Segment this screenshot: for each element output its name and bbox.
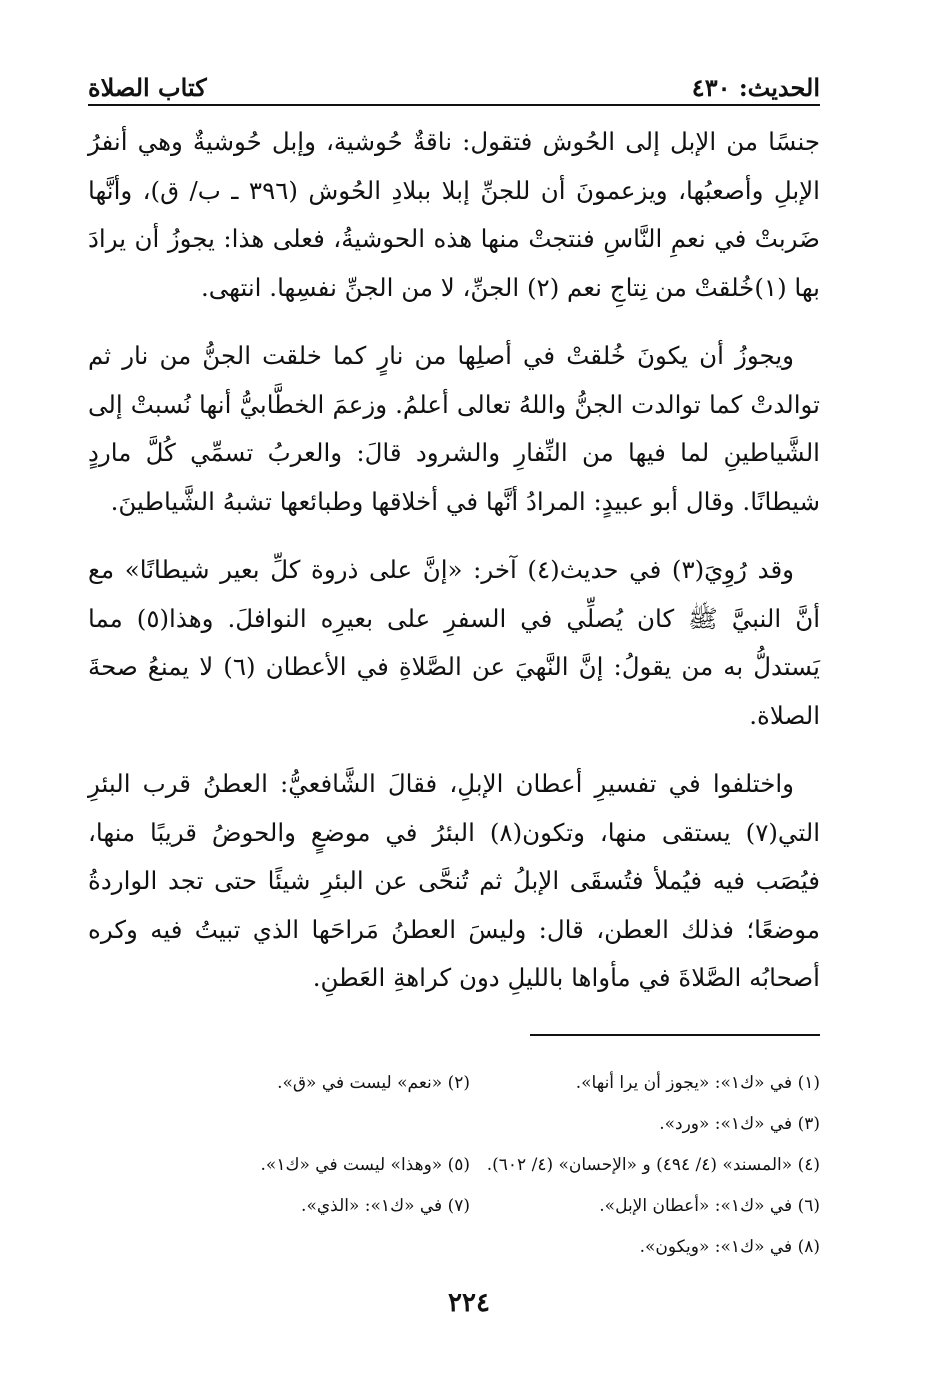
footnote-row bbox=[120, 1062, 820, 1103]
paragraph: وقد رُوِيَ(٣) في حديث(٤) آخر: «إنَّ على ذروة كلِّ بعير شيطانًا» مع أنَّ النبيَّ ﷺ كان يُصلِّي في السفرِ على بعيرِه النوافلَ. وهذا(٥) مما يَستدلُّ به من يقولُ: إنَّ النَّهيَ عن الصَّلاةِ في الأعطان (٦) لا يمنعُ صحةَ الصلاة. bbox=[88, 555, 820, 730]
main-text bbox=[88, 118, 820, 1023]
footnote-row bbox=[120, 1185, 820, 1226]
footnote: (٨) في «ك١»: «ويكون». bbox=[639, 1236, 820, 1257]
footnotes bbox=[120, 1062, 820, 1267]
header-rule bbox=[88, 104, 820, 106]
header-hadith-number: الحديث: ٤٣٠ bbox=[691, 73, 820, 102]
page-number: ٢٢٤ bbox=[448, 1288, 490, 1318]
running-header bbox=[88, 62, 820, 102]
footnote-row bbox=[120, 1226, 820, 1267]
footnote: (٣) في «ك١»: «ورد». bbox=[659, 1113, 820, 1134]
footnote: (٦) في «ك١»: «أعطان الإبل». bbox=[599, 1195, 820, 1216]
footnote: (٥) «وهذا» ليست في «ك١». bbox=[260, 1154, 470, 1175]
footnote: (٢) «نعم» ليست في «ق». bbox=[277, 1072, 470, 1093]
paragraph: واختلفوا في تفسيرِ أعطان الإبلِ، فقالَ الشَّافعيُّ: العطنُ قرب البئرِ التي(٧) يستقى منها، وتكون(٨) البئرُ في موضعٍ والحوضُ قريبًا منها، فيُصَب فيه فيُملأ فتُسقَى الإبلُ ثم تُنحَّى عن البئرِ شيئًا حتى تجد الواردةُ موضعًا؛ فذلك العطن، قال: وليسَ العطنُ مَراحَها الذي تبيتُ فيه وكره أصحابُه الصَّلاةَ في مأواها بالليلِ دون كراهةِ العَطنِ. bbox=[88, 769, 821, 992]
footnote: (١) في «ك١»: «يجوز أن يرا أنها». bbox=[575, 1072, 820, 1093]
footnote: (٧) في «ك١»: «الذي». bbox=[301, 1195, 470, 1216]
paragraph: جنسًا من الإبل إلى الحُوش فتقول: ناقةٌ حُوشية، وإبل حُوشيةٌ وهي أنفرُ الإبلِ وأصعبُها، ويزعمونَ أن للجنِّ إبلا ببلادِ الحُوش (٣٩٦ ـ ب/ ق)، وأنَّها ضَربتْ في نعمِ النَّاسِ فنتجتْ منها هذه الحوشيةُ، فعلى هذا: يجوزُ أن يرادَ بها (١)خُلقتْ من نِتاجِ نعم (٢) الجنِّ، لا من الجنِّ نفسِها. انتهى. bbox=[88, 127, 820, 302]
paragraph: ويجوزُ أن يكونَ خُلقتْ في أصلِها من نارٍ كما خلقت الجنُّ من نار ثم توالدتْ كما توالدت الجنُّ واللهُ تعالى أعلمُ. وزعمَ الخطَّابيُّ أنها نُسبتْ إلى الشَّياطينِ لما فيها من النِّفارِ والشرود قالَ: والعربُ تسمِّي كُلَّ ماردٍ شيطانًا. وقال أبو عبيدٍ: المرادُ أنَّها في أخلاقها وطبائعها تشبهُ الشَّياطينَ. bbox=[88, 341, 820, 516]
footnote-row bbox=[120, 1144, 820, 1185]
footnote-separator bbox=[530, 1034, 820, 1036]
header-chapter-title: كتاب الصلاة bbox=[88, 73, 207, 102]
footnote: (٤) «المسند» (٤/ ٤٩٤) و «الإحسان» (٤/ ٦٠٢). bbox=[486, 1154, 820, 1175]
footnote-row bbox=[120, 1103, 820, 1144]
